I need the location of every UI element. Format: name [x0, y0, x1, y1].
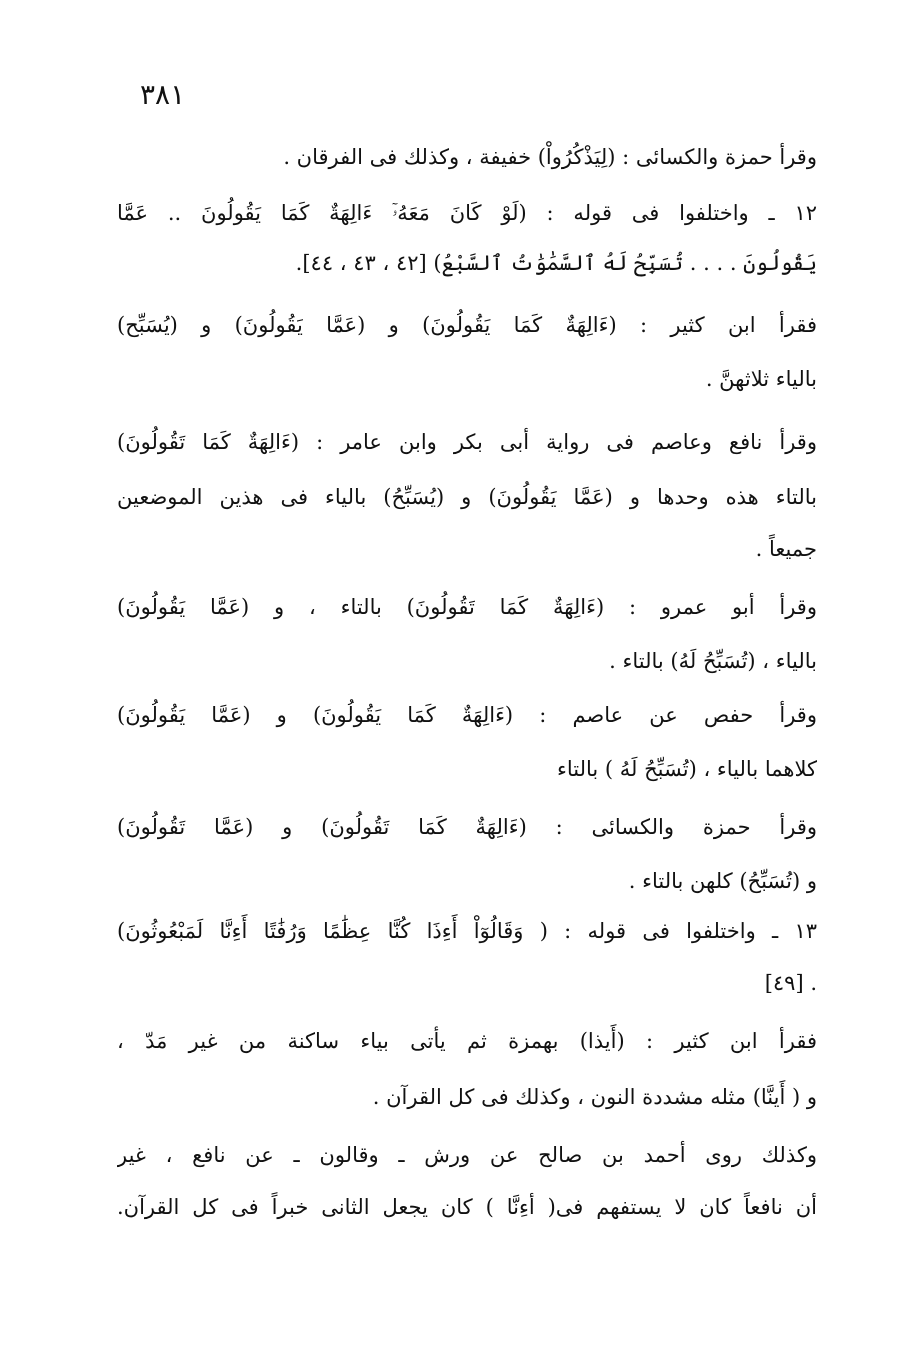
text-line: كلاهما بالياء ، (تُسَبِّحُ لَهُ ) بالتاء: [557, 757, 817, 781]
text-line: جميعاً .: [755, 537, 817, 561]
text-line: فقرأ ابن كثير : (ءَالِهَةٌ كَمَا يَقُولُونَ) و (عَمَّا يَقُولُونَ) و (يُسَبِّح): [117, 313, 817, 337]
text-line: و ( أَينَّا) مثله مشددة النون ، وكذلك فى كل القرآن .: [372, 1085, 817, 1109]
text-line: و (تُسَبِّحُ) كلهن بالتاء .: [628, 869, 817, 893]
text-line: ١٢ ـ واختلفوا فى قوله : (لَوْ كَانَ مَعَهُۥٓ ءَالِهَةٌ كَمَا يَقُولُونَ .. عَمَّا: [117, 201, 817, 225]
text-line: . [٤٩]: [764, 971, 817, 995]
text-line: أن نافعاً كان لا يستفهم فى( أءِنَّا ) كان يجعل الثانى خبراً فى كل القرآن.: [117, 1195, 817, 1219]
text-line: بالتاء هذه وحدها و (عَمَّا يَقُولُونَ) و (يُسَبِّحُ) بالياء فى هذين الموضعين: [117, 485, 817, 509]
text-line: وقرأ نافع وعاصم فى رواية أبى بكر وابن عامر : (ءَالِهَةٌ كَمَا تَقُولُونَ): [117, 430, 817, 454]
text-line: يَقُولُونَ . . . . تُسَبِّحُ لَهُ ٱلسَّمَٰوَٰتُ ٱلسَّبْعُ) [٤٢ ، ٤٣ ، ٤٤].: [295, 251, 817, 275]
text-line: بالياء ثلاثهنَّ .: [705, 367, 817, 391]
text-line: وقرأ حمزة والكسائى : (ءَالِهَةٌ كَمَا تَقُولُونَ) و (عَمَّا تَقُولُونَ): [117, 815, 817, 839]
text-line: بالياء ، (تُسَبِّحُ لَهُ) بالتاء .: [609, 649, 817, 673]
text-line: فقرأ ابن كثير : (أَيذا) بهمزة ثم يأتى بياء ساكنة من غير مَدّ ،: [117, 1029, 817, 1053]
page-number: ٣٨١: [140, 78, 186, 111]
text-line: وكذلك روى أحمد بن صالح عن ورش ـ وقالون ـ عن نافع ، غير: [117, 1143, 817, 1167]
text-line: وقرأ حمزة والكسائى : (لِيَذْكُرُواْ) خفيفة ، وكذلك فى الفرقان .: [283, 145, 817, 169]
text-line: وقرأ حفص عن عاصم : (ءَالِهَةٌ كَمَا يَقُولُونَ) و (عَمَّا يَقُولُونَ): [117, 703, 817, 727]
text-line: ١٣ ـ واختلفوا فى قوله : ( وَقَالُوٓاْ أَءِذَا كُنَّا عِظَٰمًا وَرُفَٰتًا أَءِنَّا لَمَبْعُوثُونَ): [117, 919, 817, 943]
text-line: وقرأ أبو عمرو : (ءَالِهَةٌ كَمَا تَقُولُونَ) بالتاء ، و (عَمَّا يَقُولُونَ): [117, 595, 817, 619]
